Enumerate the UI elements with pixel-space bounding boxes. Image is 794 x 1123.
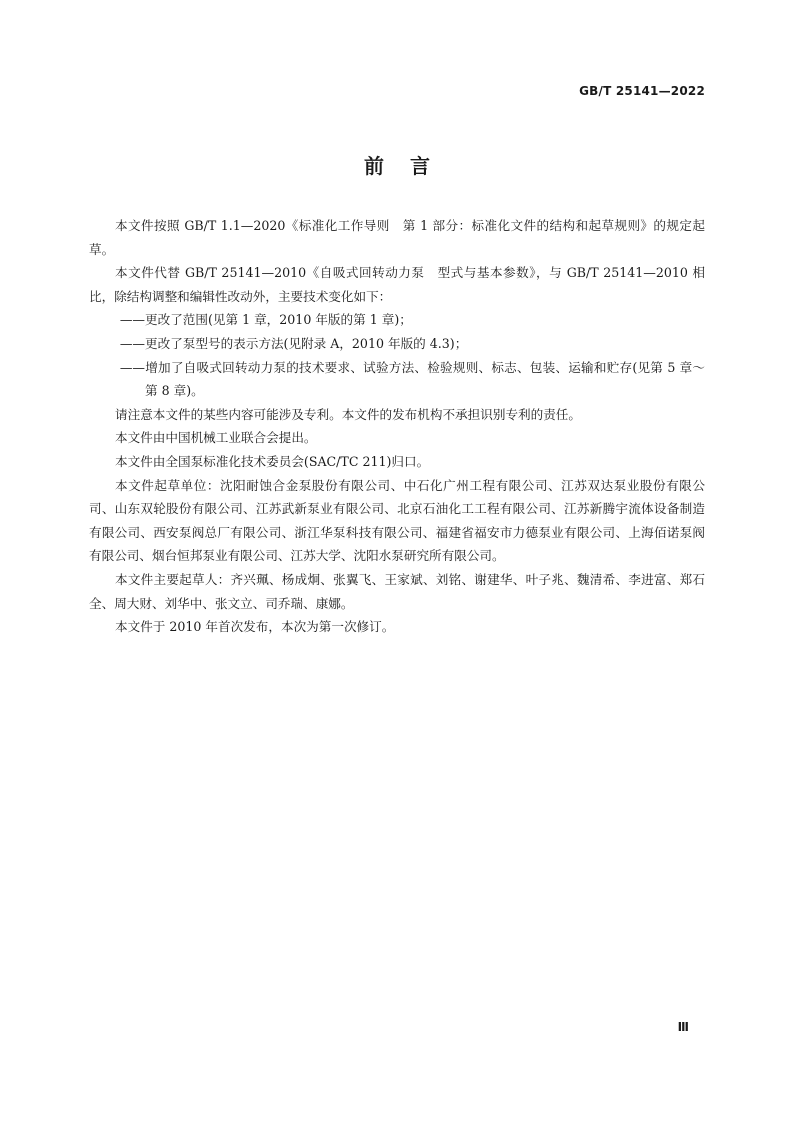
page-number: Ⅲ xyxy=(677,1020,689,1034)
paragraph-replacement: 本文件代替 GB/T 25141—2010《自吸式回转动力泵 型式与基本参数》，与 GB/T 25141—2010 相比，除结构调整和编辑性改动外，主要技术变化如下： xyxy=(89,265,705,304)
change-item-text: 更改了范围(见第 1 章，2010 年版的第 1 章)； xyxy=(145,312,412,328)
change-item-text: 增加了自吸式回转动力泵的技术要求、试验方法、检验规则、标志、包装、运输和贮存(见第 5 章～第 8 章)。 xyxy=(145,359,705,399)
change-item xyxy=(89,332,705,356)
dash-marker: —— xyxy=(119,359,145,375)
paragraph-publication-history: 本文件于 2010 年首次发布，本次为第一次修订。 xyxy=(115,619,395,635)
change-item xyxy=(89,356,705,403)
paragraph-patent-notice: 请注意本文件的某些内容可能涉及专利。本文件的发布机构不承担识别专利的责任。 xyxy=(115,406,581,422)
standard-code: GB/T 25141—2022 xyxy=(579,84,705,98)
dash-marker: —— xyxy=(119,335,145,351)
paragraph-technical-committee: 本文件由全国泵标准化技术委员会(SAC/TC 211)归口。 xyxy=(115,453,430,469)
paragraph-drafting-units: 本文件起草单位：沈阳耐蚀合金泵股份有限公司、中石化广州工程有限公司、江苏双达泵业股份有限公司、山东双轮股份有限公司、江苏武新泵业有限公司、北京石油化工工程有限公司、江苏新腾宇流体设备制造有限公司、西安泵阀总厂有限公司、浙江华泵科技有限公司、福建省福安市力德泵业有限公司、上海佰诺泵阀有限公司、烟台恒邦泵业有限公司、江苏大学、沈阳水泵研究所有限公司。 xyxy=(89,477,705,564)
change-item xyxy=(89,308,705,332)
dash-marker: —— xyxy=(119,312,145,328)
page-title: 前言 xyxy=(364,154,456,178)
change-item-text: 更改了泵型号的表示方法(见附录 A，2010 年版的 4.3)； xyxy=(145,335,468,351)
paragraph-proposer: 本文件由中国机械工业联合会提出。 xyxy=(115,430,317,446)
paragraph-drafting-rules: 本文件按照 GB/T 1.1—2020《标准化工作导则 第 1 部分：标准化文件的结构和起草规则》的规定起草。 xyxy=(89,218,705,257)
paragraph-drafters: 本文件主要起草人：齐兴珮、杨成炯、张翼飞、王家斌、刘铭、谢建华、叶子兆、魏清希、李进富、郑石全、周大财、刘华中、张文立、司乔瑞、康娜。 xyxy=(89,571,705,611)
foreword-body xyxy=(89,214,705,639)
